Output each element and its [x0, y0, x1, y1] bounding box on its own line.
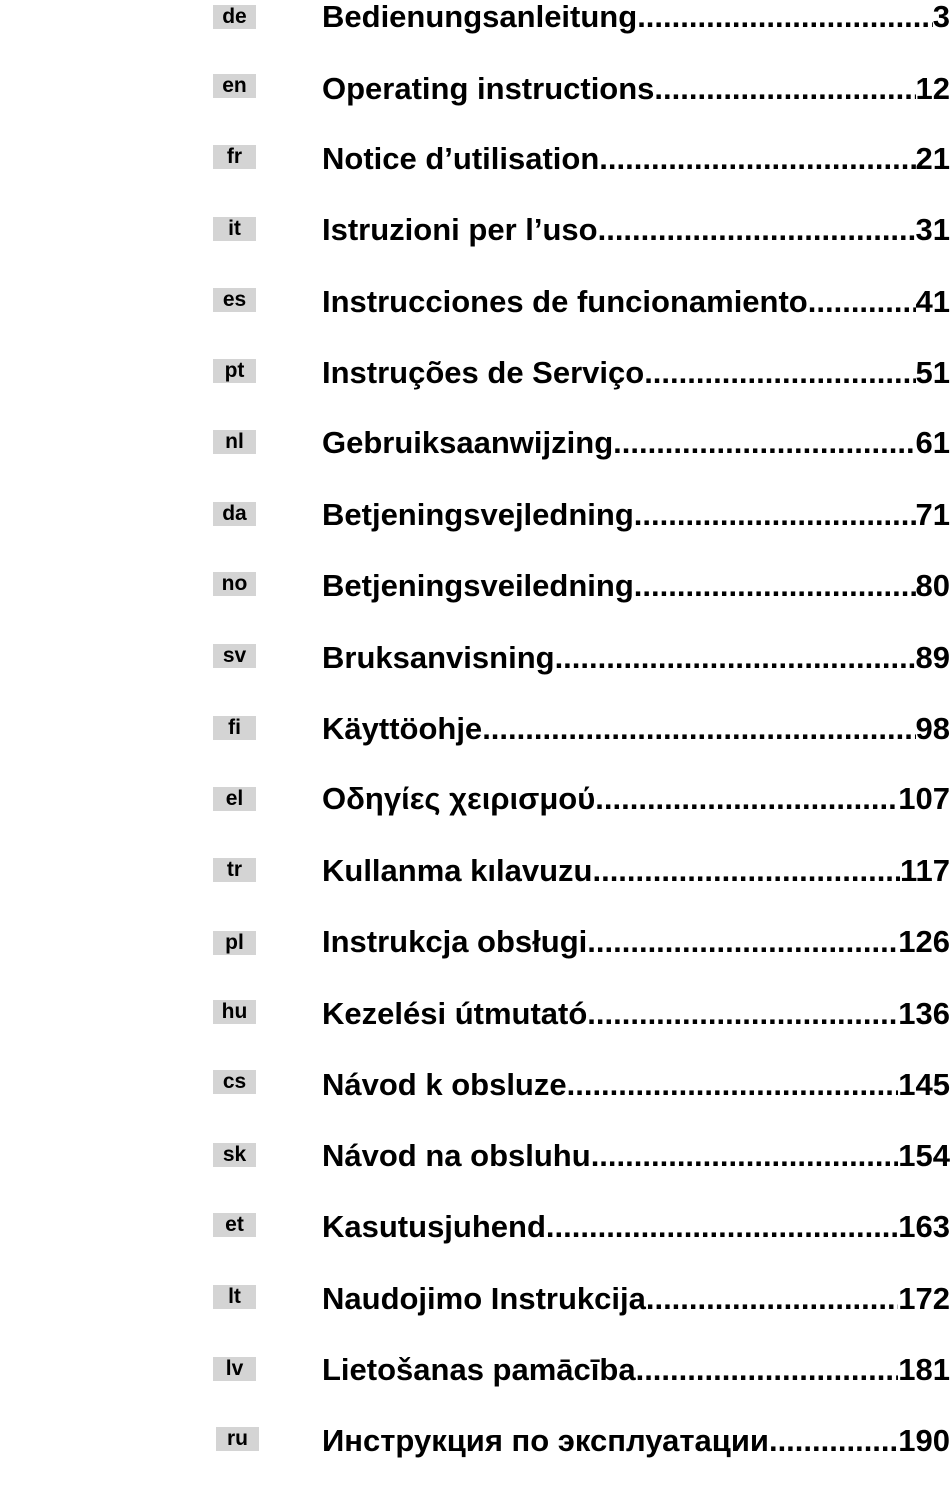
toc-entry — [322, 851, 950, 891]
toc-entry — [322, 1350, 950, 1390]
toc-page-number: 154 — [898, 1138, 950, 1173]
dot-leader — [634, 495, 916, 535]
language-badge: ru — [216, 1427, 259, 1451]
toc-entry-title: Käyttöohje — [322, 711, 483, 746]
toc-entry-title: Инструкция по эксплуатации — [322, 1423, 769, 1458]
toc-entry-title: Naudojimo Instrukcija — [322, 1281, 646, 1316]
toc-entry — [322, 423, 950, 463]
toc-row-es[interactable] — [0, 284, 950, 324]
toc-entry — [322, 566, 950, 606]
toc-entry — [322, 210, 950, 250]
toc-entry — [322, 1065, 950, 1105]
toc-page-number: 3 — [932, 0, 950, 34]
toc-row-sv[interactable] — [0, 639, 950, 679]
toc-entry-title: Kullanma kılavuzu — [322, 853, 593, 888]
toc-entry-title: Návod k obsluze — [322, 1067, 567, 1102]
language-badge: nl — [213, 430, 256, 454]
toc-page-number: 80 — [915, 568, 950, 603]
language-badge: lv — [213, 1357, 256, 1381]
language-badge: sv — [213, 644, 256, 668]
toc-entry-title: Instruções de Serviço — [322, 355, 645, 390]
toc-entry — [322, 779, 950, 819]
toc-row-it[interactable] — [0, 213, 950, 253]
toc-entry-title: Bedienungsanleitung — [322, 0, 638, 34]
toc-entry-title: Notice d’utilisation — [322, 141, 600, 176]
toc-entry-title: Betjeningsvejledning — [322, 497, 634, 532]
dot-leader — [567, 1065, 899, 1105]
toc-entry — [322, 495, 950, 535]
toc-entry-title: Operating instructions — [322, 71, 655, 106]
toc-entry-title: Instrucciones de funcionamiento — [322, 284, 808, 319]
toc-entry — [322, 922, 950, 962]
toc-row-fi[interactable] — [0, 710, 950, 750]
language-badge: lt — [213, 1285, 256, 1309]
toc-entry-title: Bruksanvisning — [322, 640, 555, 675]
toc-entry-title: Kezelési útmutató — [322, 996, 588, 1031]
toc-page-number: 163 — [898, 1209, 950, 1244]
dot-leader — [599, 139, 915, 179]
dot-leader — [598, 210, 916, 250]
toc-entry — [322, 69, 950, 109]
toc-page-number: 126 — [898, 924, 950, 959]
toc-entry — [322, 353, 950, 393]
language-badge: es — [213, 288, 256, 312]
toc-entry — [322, 1279, 950, 1319]
toc-entry — [322, 638, 950, 678]
dot-leader — [634, 566, 916, 606]
language-badge: pl — [213, 931, 256, 955]
toc-page-number: 145 — [898, 1067, 950, 1102]
dot-leader — [654, 69, 915, 109]
dot-leader — [555, 638, 916, 678]
toc-row-da[interactable] — [0, 497, 950, 537]
language-badge: cs — [213, 1070, 256, 1094]
toc-entry-title: Kasutusjuhend — [322, 1209, 546, 1244]
toc-row-et[interactable] — [0, 1207, 950, 1247]
dot-leader — [587, 994, 898, 1034]
toc-entry-title: Instrukcja obsługi — [322, 924, 588, 959]
toc-entry — [322, 1421, 950, 1461]
toc-page-number: 41 — [915, 284, 950, 319]
toc-page-number: 190 — [898, 1423, 950, 1458]
toc-page-number: 107 — [898, 781, 950, 816]
toc-page-number: 12 — [915, 71, 950, 106]
dot-leader — [587, 922, 898, 962]
language-badge: el — [213, 787, 256, 811]
toc-page-number: 181 — [898, 1352, 950, 1387]
language-badge: en — [213, 74, 256, 98]
toc-row-lv[interactable] — [0, 1349, 950, 1389]
dot-leader — [613, 423, 915, 463]
toc-entry-title: Betjeningsveiledning — [322, 568, 634, 603]
dot-leader — [591, 1136, 899, 1176]
toc-row-el[interactable] — [0, 781, 950, 821]
language-badge: tr — [213, 858, 256, 882]
toc-row-nl[interactable] — [0, 426, 950, 466]
toc-entry-title: Lietošanas pamācība — [322, 1352, 636, 1387]
dot-leader — [646, 1279, 898, 1319]
language-badge: it — [213, 217, 256, 241]
toc-row-en[interactable] — [0, 71, 950, 111]
toc-page-number: 31 — [915, 212, 950, 247]
language-badge: hu — [213, 1000, 256, 1024]
toc-entry-title: Istruzioni per l’uso — [322, 212, 598, 247]
toc-row-pt[interactable] — [0, 355, 950, 395]
toc-entry — [322, 709, 950, 749]
dot-leader — [808, 282, 916, 322]
dot-leader — [546, 1207, 898, 1247]
dot-leader — [636, 1350, 899, 1390]
language-badge: da — [213, 502, 256, 526]
language-badge: fr — [213, 145, 256, 169]
language-badge: fi — [213, 716, 256, 740]
toc-entry-title: Gebruiksaanwijzing — [322, 425, 614, 460]
toc-page-number: 21 — [915, 141, 950, 176]
toc-row-no[interactable] — [0, 568, 950, 608]
toc-entry — [322, 282, 950, 322]
dot-leader — [769, 1421, 898, 1461]
toc-entry — [322, 0, 950, 37]
toc-entry — [322, 1207, 950, 1247]
toc-row-de[interactable] — [0, 0, 950, 40]
toc-row-lt[interactable] — [0, 1278, 950, 1318]
toc-row-tr[interactable] — [0, 852, 950, 892]
toc-row-cs[interactable] — [0, 1065, 950, 1105]
dot-leader — [637, 0, 933, 37]
toc-page-number: 61 — [915, 425, 950, 460]
language-badge: de — [213, 5, 256, 29]
dot-leader — [482, 709, 915, 749]
toc-entry — [322, 1136, 950, 1176]
toc-page-number: 71 — [915, 497, 950, 532]
toc-page-number: 98 — [915, 711, 950, 746]
toc-entry-title: Návod na obsluhu — [322, 1138, 591, 1173]
language-badge: sk — [213, 1143, 256, 1167]
toc-page-number: 117 — [899, 853, 950, 888]
toc-entry — [322, 994, 950, 1034]
toc-page-number: 136 — [898, 996, 950, 1031]
language-badge: pt — [213, 359, 256, 383]
language-badge: et — [213, 1213, 256, 1237]
toc-row-pl[interactable] — [0, 923, 950, 963]
toc-row-ru[interactable] — [0, 1420, 950, 1460]
dot-leader — [595, 779, 898, 819]
toc-entry-title: Οδηγίες χειρισμού — [322, 781, 596, 816]
toc-row-fr[interactable] — [0, 142, 950, 182]
toc-row-hu[interactable] — [0, 994, 950, 1034]
toc-page-number: 89 — [915, 640, 950, 675]
dot-leader — [644, 353, 915, 393]
toc-page-number: 172 — [898, 1281, 950, 1316]
dot-leader — [592, 851, 900, 891]
toc-entry — [322, 139, 950, 179]
language-badge: no — [213, 572, 256, 596]
toc-row-sk[interactable] — [0, 1136, 950, 1176]
toc-page-number: 51 — [915, 355, 950, 390]
